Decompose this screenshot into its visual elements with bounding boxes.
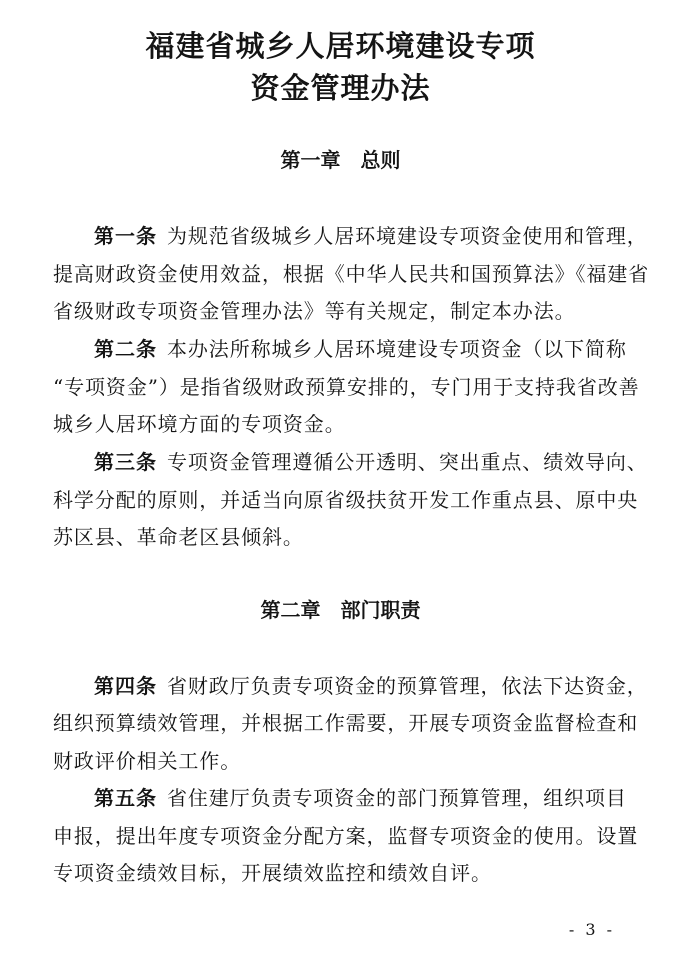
article-5-line-3: 专项资金绩效目标，开展绩效监控和绩效自评。	[53, 861, 492, 885]
article-5-first-line	[94, 785, 638, 811]
article-label: 第二条	[94, 337, 157, 361]
article-2-first-line	[94, 336, 638, 362]
article-label: 第一条	[94, 224, 157, 248]
article-text: 省住建厅负责专项资金的部门预算管理，组织项目	[167, 786, 627, 810]
article-label: 第五条	[94, 786, 157, 810]
article-text: 为规范省级城乡人居环境建设专项资金使用和管理，	[167, 224, 648, 248]
article-2-line-3: 城乡人居环境方面的专项资金。	[53, 412, 346, 436]
document-title-line-1: 福建省城乡人居环境建设专项	[145, 29, 536, 63]
article-3-line-2: 科学分配的原则，并适当向原省级扶贫开发工作重点县、原中央	[53, 488, 639, 512]
article-4-line-2: 组织预算绩效管理，并根据工作需要，开展专项资金监督检查和	[53, 711, 639, 735]
article-5-line-2: 申报，提出年度专项资金分配方案，监督专项资金的使用。设置	[53, 824, 639, 848]
page-number: - 3 -	[568, 920, 615, 939]
article-1-line-2: 提高财政资金使用效益，根据《中华人民共和国预算法》《福建省	[53, 262, 650, 286]
article-1-first-line	[94, 223, 648, 249]
article-4-line-3: 财政评价相关工作。	[53, 749, 242, 773]
chapter-heading-2: 第二章 部门职责	[260, 598, 421, 622]
article-text: 专项资金管理遵循公开透明、突出重点、绩效导向、	[167, 450, 648, 474]
article-text: 省财政厅负责专项资金的预算管理，依法下达资金，	[167, 674, 648, 698]
document-title-line-2: 资金管理办法	[250, 71, 431, 105]
article-3-first-line	[94, 449, 648, 475]
article-label: 第四条	[94, 674, 157, 698]
article-4-first-line	[94, 673, 648, 699]
article-3-line-3: 苏区县、革命老区县倾斜。	[53, 525, 304, 549]
article-2-line-2: “专项资金”）是指省级财政预算安排的，专门用于支持我省改善	[53, 375, 640, 399]
chapter-heading-1: 第一章 总则	[280, 148, 401, 172]
article-label: 第三条	[94, 450, 157, 474]
article-1-line-3: 省级财政专项资金管理办法》等有关规定，制定本办法。	[53, 299, 576, 323]
article-text: 本办法所称城乡人居环境建设专项资金（以下简称	[167, 337, 627, 361]
